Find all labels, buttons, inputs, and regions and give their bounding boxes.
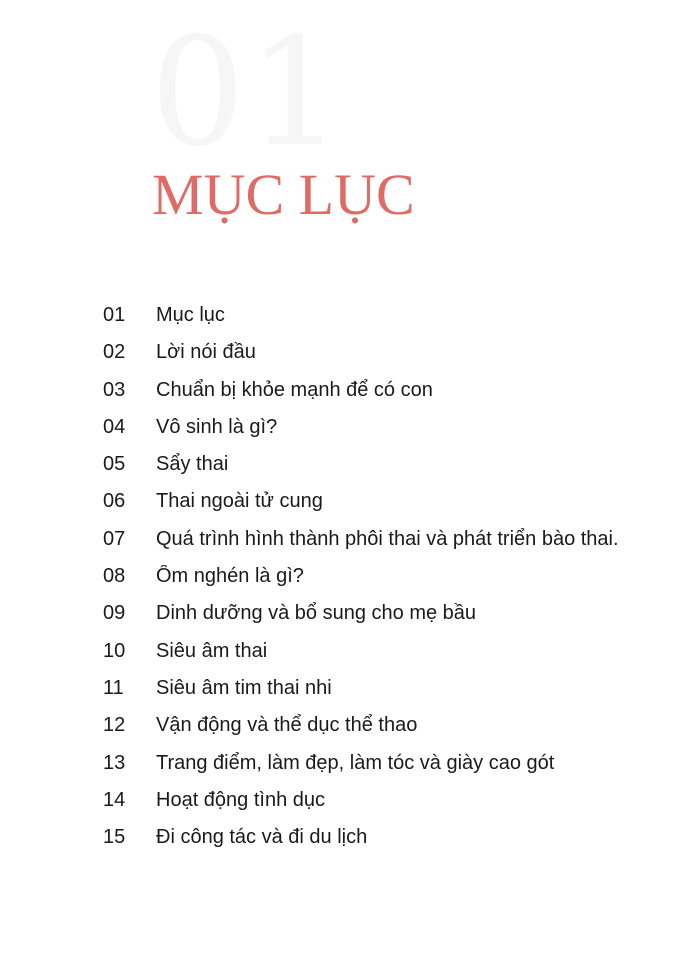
toc-item xyxy=(0,296,694,333)
toc-item xyxy=(0,408,694,445)
toc-item-title: Đi công tác và đi du lịch xyxy=(156,826,368,849)
toc-item-title: Sẩy thai xyxy=(156,453,229,476)
toc-item-title: Lời nói đầu xyxy=(156,341,256,364)
toc-item xyxy=(0,594,694,631)
toc-item-title: Vận động và thể dục thể thao xyxy=(156,714,418,737)
page-title: MỤC LỤC xyxy=(152,162,415,227)
toc-item-number: 11 xyxy=(103,676,124,699)
table-of-contents xyxy=(0,296,694,855)
toc-item-number: 15 xyxy=(103,826,126,849)
toc-item-number: 02 xyxy=(103,341,126,364)
toc-item-number: 09 xyxy=(103,602,126,625)
toc-item-number: 01 xyxy=(103,304,126,326)
toc-item-number: 12 xyxy=(103,714,126,737)
toc-item xyxy=(0,706,694,743)
toc-item xyxy=(0,520,694,557)
toc-item-title: Thai ngoài tử cung xyxy=(156,490,323,513)
toc-item-title: Trang điểm, làm đẹp, làm tóc và giày cao gót xyxy=(156,751,555,774)
toc-item-title: Siêu âm tim thai nhi xyxy=(156,676,332,699)
toc-item xyxy=(0,669,694,706)
toc-item-number: 14 xyxy=(103,788,126,811)
chapter-number-watermark: 01 xyxy=(150,6,345,180)
toc-item xyxy=(0,744,694,781)
toc-item-number: 10 xyxy=(103,639,126,662)
toc-item-number: 08 xyxy=(103,565,126,588)
toc-item xyxy=(0,818,694,855)
toc-item-title: Hoạt động tình dục xyxy=(156,788,326,811)
toc-item xyxy=(0,482,694,519)
toc-item-number: 13 xyxy=(103,751,126,774)
toc-item xyxy=(0,632,694,669)
toc-item-title: Vô sinh là gì? xyxy=(156,415,278,438)
toc-item-number: 05 xyxy=(103,453,126,476)
toc-item xyxy=(0,781,694,818)
toc-item-number: 06 xyxy=(103,490,126,513)
toc-item-number: 04 xyxy=(103,415,126,438)
toc-item-number: 07 xyxy=(103,527,126,550)
toc-item-title: Ốm nghén là gì? xyxy=(156,565,304,588)
toc-item-title: Quá trình hình thành phôi thai và phát triển bào thai. xyxy=(156,527,619,550)
toc-item xyxy=(0,371,694,408)
toc-item xyxy=(0,445,694,482)
toc-item-title: Dinh dưỡng và bổ sung cho mẹ bầu xyxy=(156,602,477,625)
toc-item-title: Mục lục xyxy=(156,304,225,326)
toc-item xyxy=(0,557,694,594)
toc-item xyxy=(0,333,694,370)
toc-item-title: Chuẩn bị khỏe mạnh để có con xyxy=(156,378,433,401)
toc-item-title: Siêu âm thai xyxy=(156,639,268,662)
toc-item-number: 03 xyxy=(103,378,126,401)
